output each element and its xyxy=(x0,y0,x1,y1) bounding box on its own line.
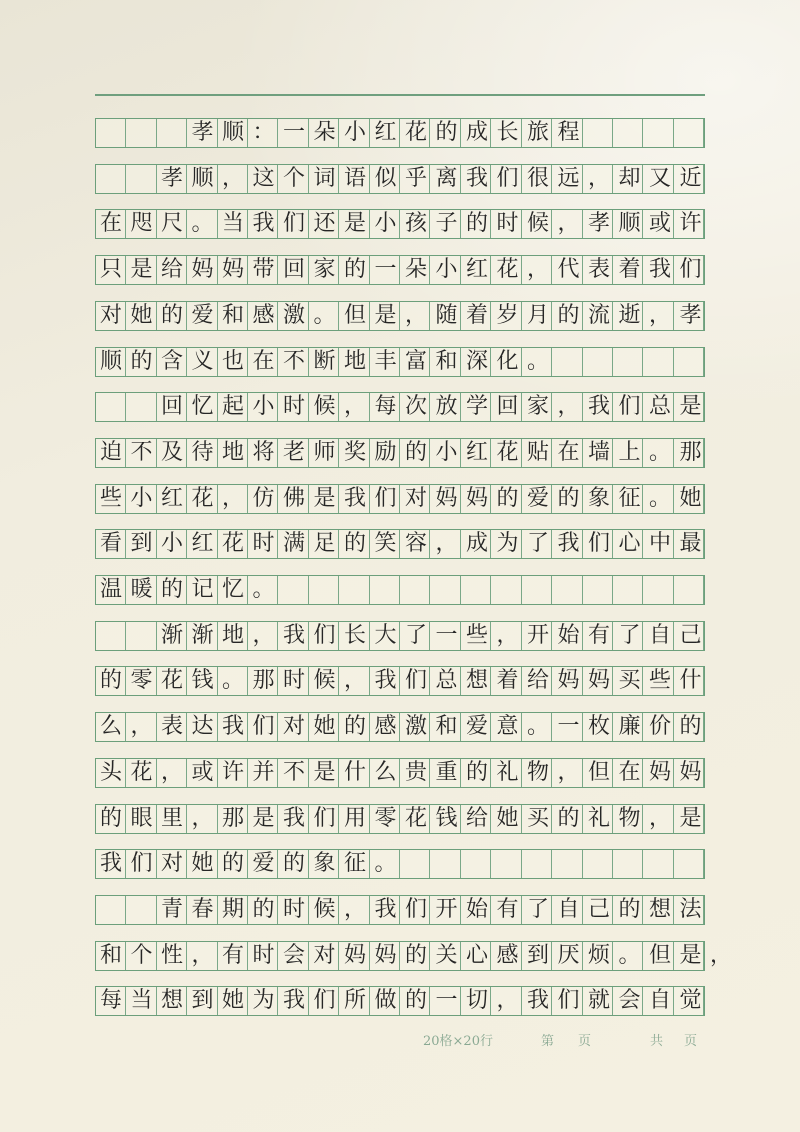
grid-row xyxy=(95,986,711,1016)
row-text: 只是给妈妈带回家的一朵小红花，代表着我们 xyxy=(100,257,711,283)
grid-row xyxy=(95,941,741,971)
row-text: 我们对她的爱的象征。 xyxy=(100,851,700,877)
grid-spec-label: 20格×20行 xyxy=(423,1034,493,1049)
top-rule-line xyxy=(95,94,705,96)
row-text: 迫不及待地将老师奖励的小红花贴在墙上。那 xyxy=(100,439,711,465)
grid-row xyxy=(95,758,711,788)
row-text: 看到小红花时满足的笑容，成为了我们心中最 xyxy=(100,531,711,557)
grid-row xyxy=(95,438,711,468)
grid-row xyxy=(95,804,711,834)
row-text: 顺的含义也在不断地丰富和深化。 xyxy=(100,348,700,374)
row-text: 孝顺：一朵小红花的成长旅程 xyxy=(100,120,711,145)
row-text: 么，表达我们对她的感激和爱意。一枚廉价的 xyxy=(100,714,711,740)
grid-row xyxy=(95,575,705,605)
total-pages-unit: 页 xyxy=(684,1034,698,1049)
grid-row xyxy=(95,484,711,514)
grid-row xyxy=(95,895,711,925)
grid-row xyxy=(95,118,711,148)
grid-row xyxy=(95,164,711,194)
grid-row xyxy=(95,529,711,559)
grid-row xyxy=(95,621,711,651)
row-text: 回忆起小时候，每次放学回家，我们总是 xyxy=(100,394,711,420)
grid-row xyxy=(95,712,711,742)
row-text: 青春期的时候，我们开始有了自己的想法 xyxy=(100,896,711,922)
row-text: 些小红花，仿佛是我们对妈妈的爱的象征。她 xyxy=(100,485,711,511)
row-text: 孝顺，这个词语似乎离我们很远，却又近 xyxy=(100,165,711,191)
page-number-unit: 页 xyxy=(578,1034,592,1049)
row-text: 在咫尺。当我们还是小孩子的时候，孝顺或许 xyxy=(100,211,711,237)
grid-row xyxy=(95,849,705,879)
grid-row xyxy=(95,347,705,377)
row-text: 和个性，有时会对妈妈的关心感到厌烦。但是， xyxy=(100,942,741,968)
row-text: 温暖的记忆。 xyxy=(100,577,700,602)
row-text: 渐渐地，我们长大了一些，开始有了自己 xyxy=(100,622,711,648)
grid-row xyxy=(95,392,711,422)
grid-row xyxy=(95,666,711,696)
page-number-label: 第 xyxy=(541,1034,555,1049)
row-text: 对她的爱和感激。但是，随着岁月的流逝，孝 xyxy=(100,302,711,328)
total-pages-label: 共 xyxy=(650,1034,664,1049)
row-text: 的眼里，那是我们用零花钱给她买的礼物，是 xyxy=(100,805,711,831)
row-text: 每当想到她为我们所做的一切，我们就会自觉 xyxy=(100,988,711,1014)
grid-row xyxy=(95,301,711,331)
grid-row xyxy=(95,209,711,239)
row-text: 的零花钱。那时候，我们总想着给妈妈买些什 xyxy=(100,668,711,694)
grid-row xyxy=(95,255,711,285)
row-text: 头花，或许并不是什么贵重的礼物，但在妈妈 xyxy=(100,759,711,785)
